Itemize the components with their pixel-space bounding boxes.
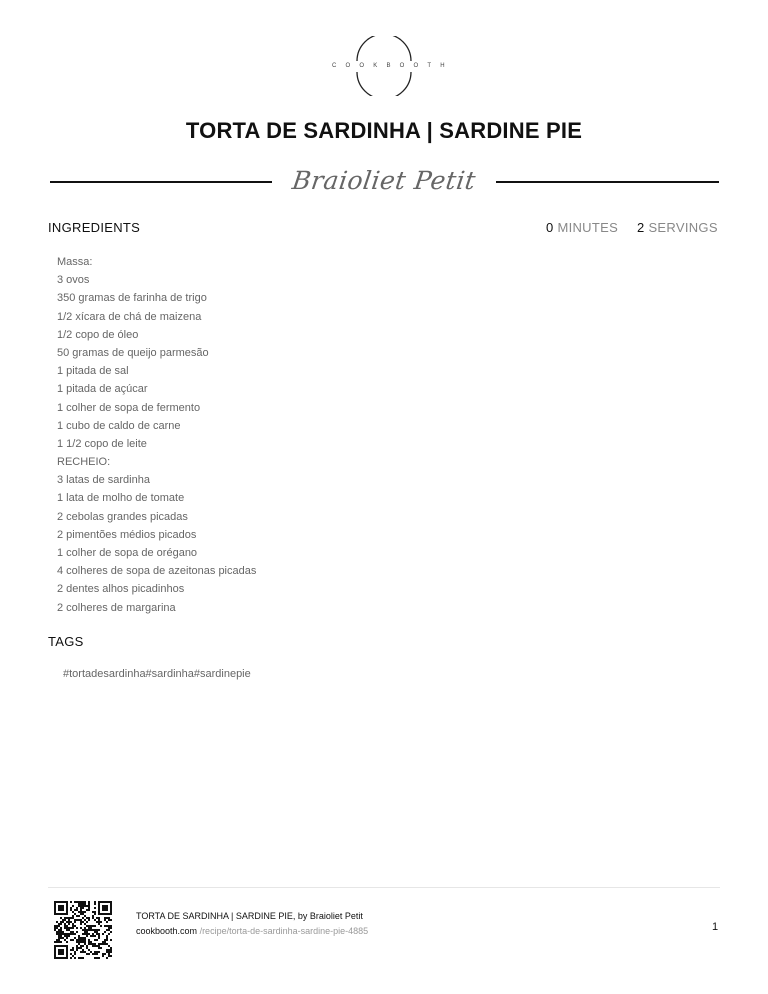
footer-path[interactable]: /recipe/torta-de-sardinha-sardine-pie-4885 bbox=[199, 926, 369, 936]
ingredient-item: 2 dentes alhos picadinhos bbox=[57, 583, 185, 596]
author-signature: Braioliet Petit bbox=[290, 166, 478, 195]
ingredient-item: 2 colheres de margarina bbox=[57, 601, 176, 614]
ingredients-list bbox=[57, 253, 256, 617]
ingredient-item: 2 pimentões médios picados bbox=[57, 528, 197, 541]
tags-value[interactable]: #tortadesardinha#sardinha#sardinepie bbox=[63, 668, 251, 680]
cookbooth-logo bbox=[326, 36, 454, 96]
footer-divider bbox=[48, 887, 720, 888]
servings-value: 2 bbox=[637, 220, 645, 235]
ingredient-item: 350 gramas de farinha de trigo bbox=[57, 292, 207, 305]
ingredient-item: Massa: bbox=[57, 256, 93, 268]
ingredient-item: 3 latas de sardinha bbox=[57, 474, 150, 487]
servings-label: SERVINGS bbox=[648, 220, 718, 235]
footer-url[interactable] bbox=[136, 926, 368, 936]
divider-left bbox=[50, 181, 272, 183]
qr-code-icon[interactable] bbox=[54, 901, 112, 959]
footer-domain[interactable]: cookbooth.com bbox=[136, 926, 198, 936]
ingredient-item: 1 cubo de caldo de carne bbox=[57, 419, 181, 432]
ingredient-item: 1/2 copo de óleo bbox=[57, 328, 139, 341]
recipe-title: TORTA DE SARDINHA | SARDINE PIE bbox=[185, 118, 583, 143]
divider-right bbox=[496, 181, 719, 183]
servings-meta bbox=[637, 220, 718, 235]
ingredient-item: 4 colheres de sopa de azeitonas picadas bbox=[57, 565, 257, 578]
ingredients-heading: INGREDIENTS bbox=[48, 220, 141, 235]
page-number: 1 bbox=[712, 921, 719, 933]
ingredient-item: 1 pitada de sal bbox=[57, 365, 129, 378]
minutes-value: 0 bbox=[546, 220, 554, 235]
ingredient-item: 3 ovos bbox=[57, 274, 90, 287]
minutes-meta bbox=[546, 220, 618, 235]
minutes-label: MINUTES bbox=[557, 220, 619, 235]
ingredient-item: 50 gramas de queijo parmesão bbox=[57, 346, 209, 359]
ingredient-item: RECHEIO: bbox=[57, 456, 111, 469]
ingredient-item: 1/2 xícara de chá de maizena bbox=[57, 310, 202, 323]
ingredient-item: 1 lata de molho de tomate bbox=[57, 492, 185, 505]
ingredient-item: 1 colher de sopa de fermento bbox=[57, 401, 201, 414]
ingredient-item: 1 pitada de açúcar bbox=[57, 383, 148, 396]
ingredient-item: 1 1/2 copo de leite bbox=[57, 437, 147, 450]
ingredient-item: 1 colher de sopa de orégano bbox=[57, 547, 198, 559]
footer-title: TORTA DE SARDINHA | SARDINE PIE, by Braioliet Petit bbox=[136, 911, 363, 921]
logo-text: COOKBOOTH bbox=[332, 63, 454, 69]
ingredient-item: 2 cebolas grandes picadas bbox=[57, 510, 188, 523]
tags-heading: TAGS bbox=[48, 634, 84, 649]
